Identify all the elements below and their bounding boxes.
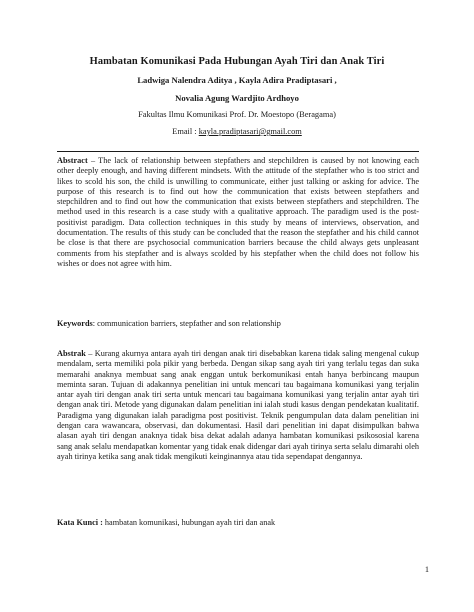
kata-kunci-text: hambatan komunikasi, hubungan ayah tiri dan anak	[102, 518, 276, 527]
abstract-text: – The lack of relationship between stepfathers and stepchildren is caused by not knowing each other deeply enough, and having different mindsets. With the attitude of the stepfather who is too strict and likes to scold his son, the child is unwilling to communicate, either just talking or asking for advice. The purpose of this research is to find out how the communication that exists between stepfathers and stepchildren and to find out how the communication that exists between stepfathers and stepchildren. The method used in this research is a case study with a qualitative approach. The paradigm used is the post-positivist paradigm. Data collection techniques in this study by means of interviews, observation, and documentation. The results of this study can be concluded that the reason the stepfather and his child cannot be close is that there are psychosocial communication barriers because the child always gets unpleasant comments from his stepfather and is always scolded by his stepfather when the child does not follow his wishes or does not agree with him.	[57, 156, 419, 268]
keywords-label: Keywords	[57, 319, 93, 328]
abstrak-indonesian	[57, 349, 419, 462]
email-line	[40, 127, 434, 136]
keywords-english	[57, 319, 419, 329]
keywords-text: : communication barriers, stepfather and son relationship	[92, 319, 281, 328]
abstrak-text: – Kurang akurnya antara ayah tiri dengan anak tiri disebabkan karena tidak saling mengenal cukup mendalam, serta memiliki pola pikir yang berbeda. Dengan sikap sang ayah tiri yang terlalu tegas dan suka memarahi anaknya membuat sang anak enggan untuk berkomunikasi entah hanya berbincang maupun meminta saran. Tujuan di adakannya penelitian ini untuk mencari tau bagaimana komunikasi yang terjalin antar ayah tiri dengan anak tiri serta untuk mencari tau bagaimana komunikasi yang terjalin antar ayah tiri dengan anak tiri. Metode yang digunakan dalam penelitian ini ialah studi kasus dengan pendekatan kualitatif. Paradigma yang digunakan ialah paradigma post positivist. Teknik pengumpulan data dalam penelitian ini dengan cara wawancara, observasi, dan dokumentasi. Hasil dari penelitian ini dapat disimpulkan bahwa alasan ayah tiri dengan anaknya tidak bisa dekat adalah adanya hambatan komunikasi psikososial karena sang anak selalu mendapatkan komentar yang tidak enak didengar dari ayah tirinya serta selalu dimarahi oleh ayah tirinya ketika sang anak tidak mengikuti keinginannya atau tida sependapat dengannya.	[57, 349, 419, 461]
page-number: 1	[424, 565, 429, 574]
affiliation: Fakultas Ilmu Komunikasi Prof. Dr. Moestopo (Beragama)	[138, 110, 336, 119]
section-divider	[57, 151, 419, 152]
email-link[interactable]: kayla.pradiptasari@gmail.com	[198, 127, 302, 136]
authors-line-2: Novalia Agung Wardjito Ardhoyo	[175, 93, 299, 103]
kata-kunci-label: Kata Kunci :	[57, 518, 103, 527]
email-label: Email :	[172, 127, 197, 136]
paper-title: Hambatan Komunikasi Pada Hubungan Ayah Tiri dan Anak Tiri	[89, 56, 385, 67]
abstract-label: Abstract	[57, 156, 88, 165]
abstrak-label: Abstrak	[57, 349, 86, 358]
abstract-english	[57, 156, 419, 269]
authors-line-1: Ladwiga Nalendra Aditya , Kayla Adira Pradiptasari ,	[137, 75, 337, 85]
kata-kunci	[57, 518, 419, 528]
